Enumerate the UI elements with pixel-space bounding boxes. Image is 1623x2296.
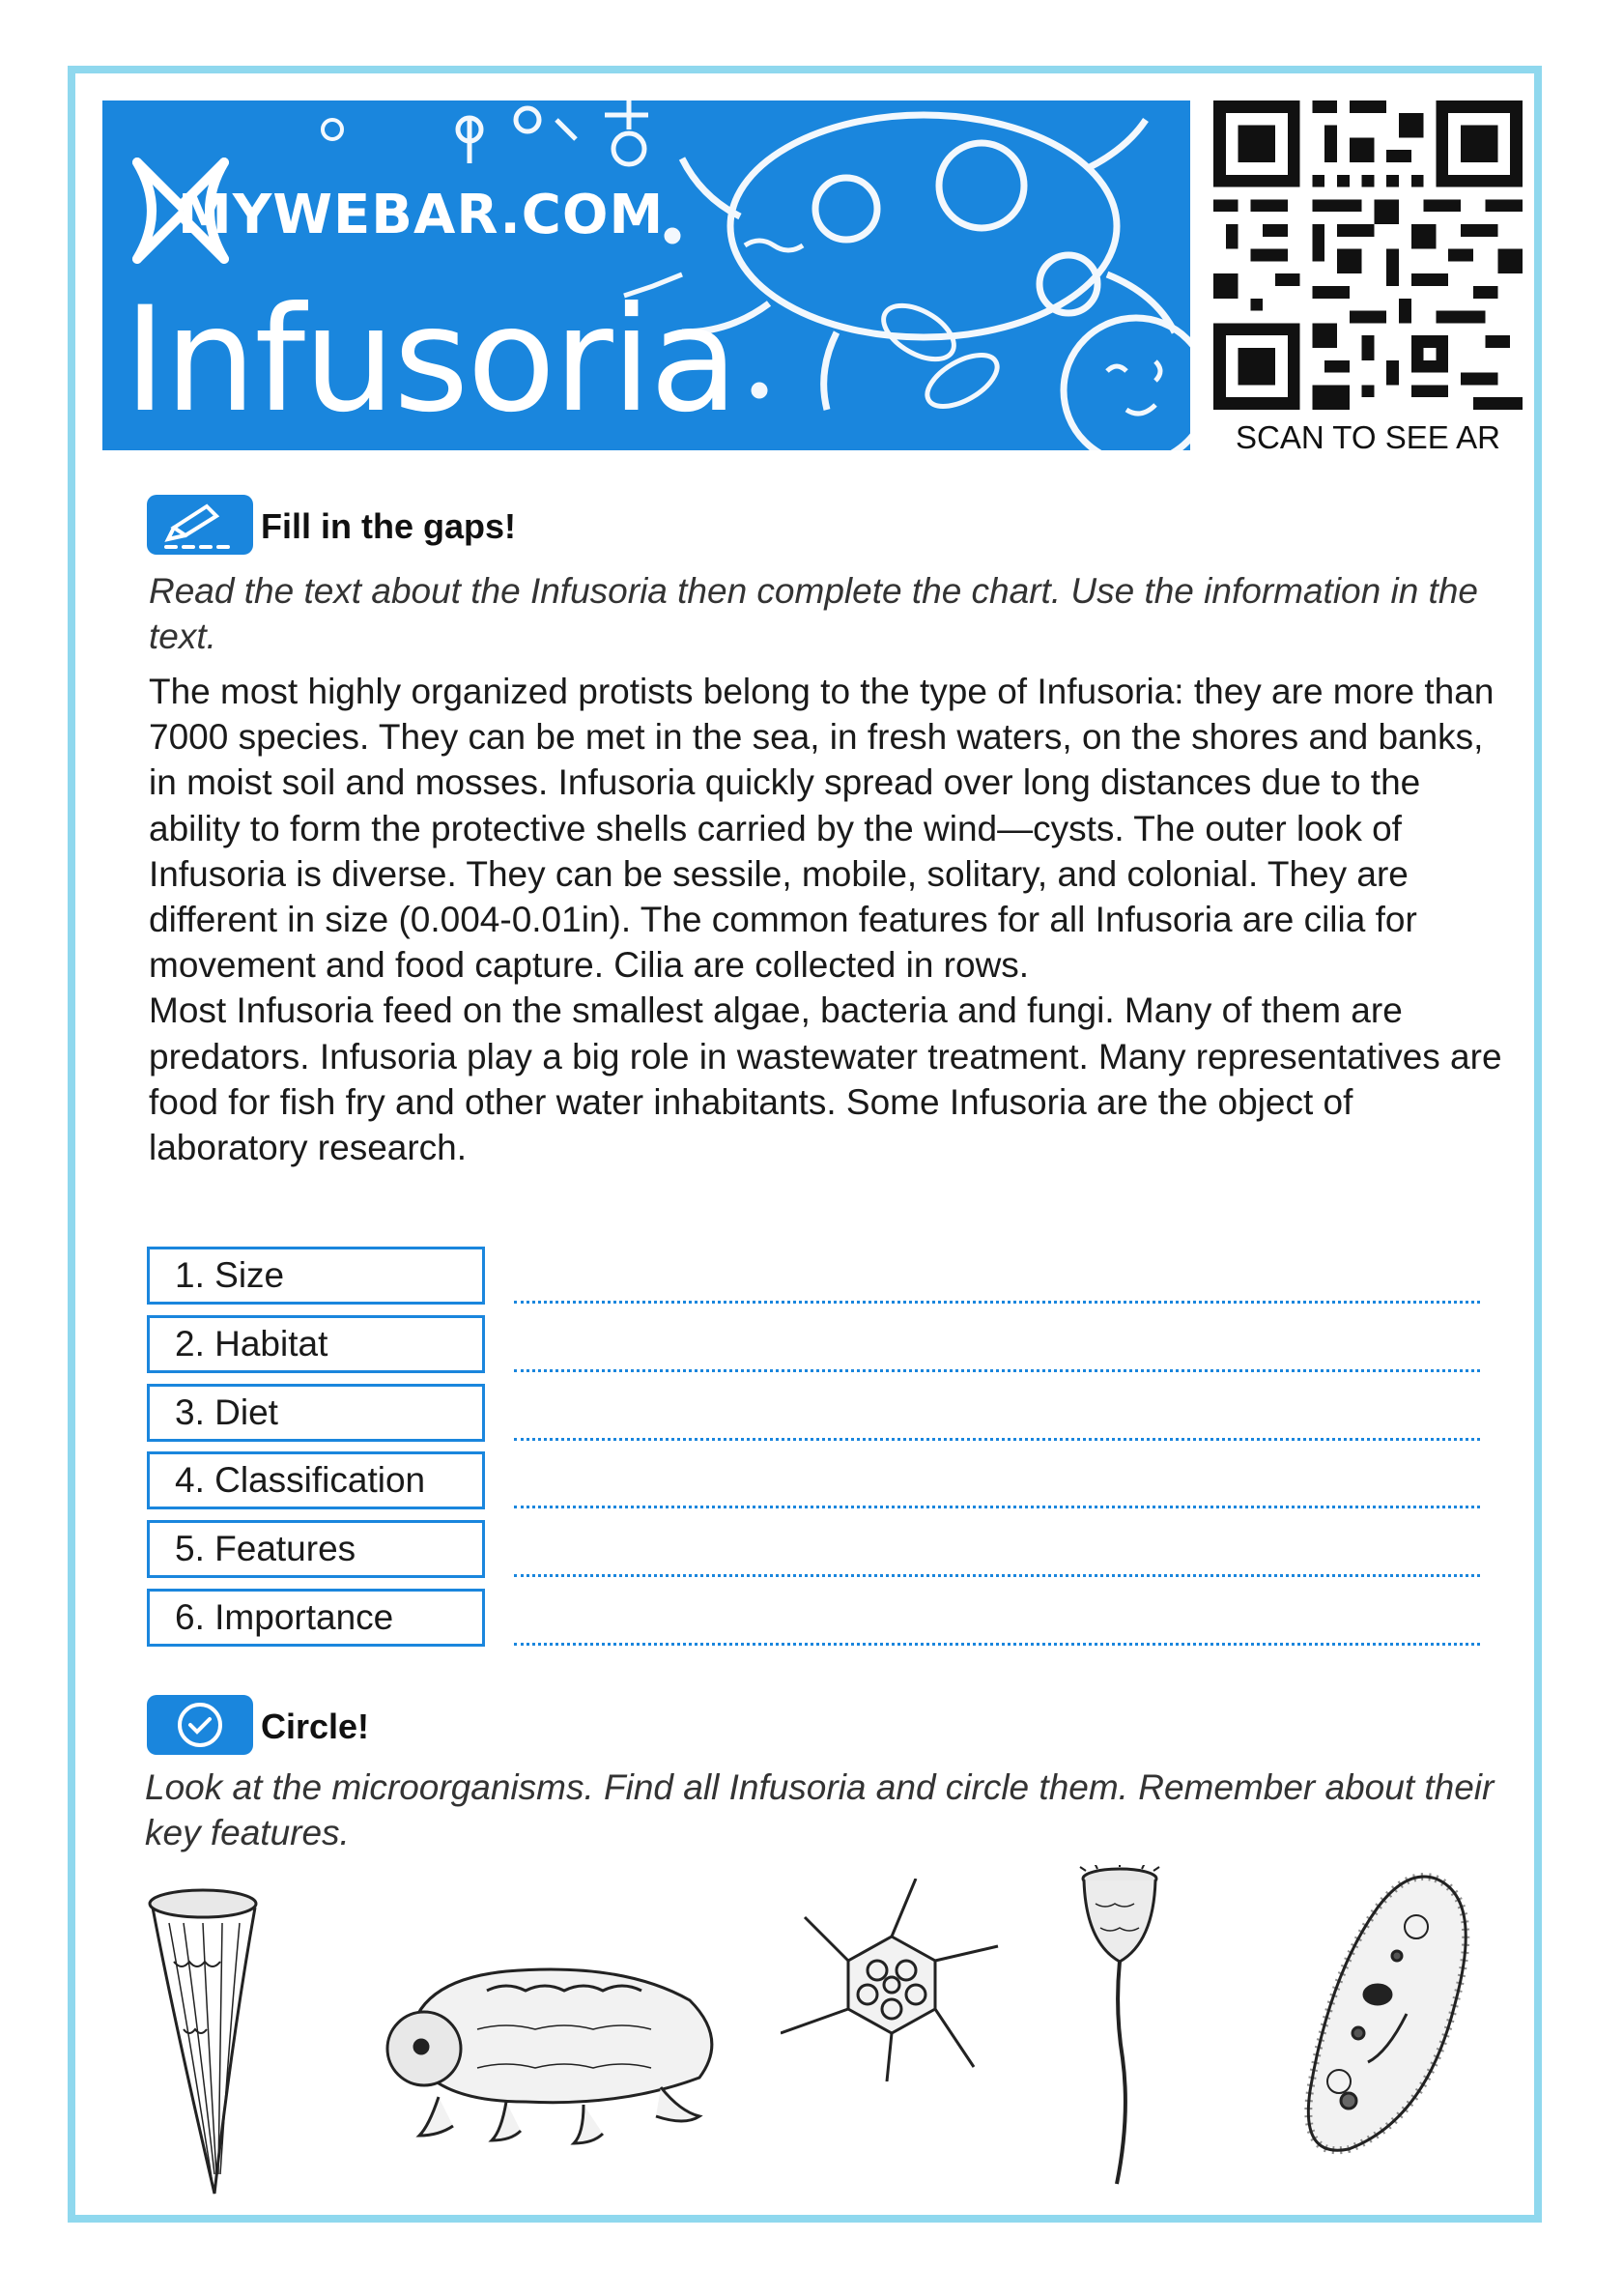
paragraph: Most Infusoria feed on the smallest algae, bacteria and fungi. Many of them are predators. Infusoria play a big role in wastewater treatment. Many representatives are food for fish fry and other water inhabitants. Some Infusoria are the object of laboratory research. [149,990,1502,1168]
chart-row [147,1520,1480,1578]
chart-row [147,1451,1480,1509]
radiolarian-icon[interactable] [781,1879,1003,2081]
chart-label-importance: 6. Importance [147,1589,485,1647]
pencil-icon [147,495,253,555]
chart-row [147,1589,1480,1647]
qr-code-icon[interactable] [1213,100,1523,410]
stentor-icon[interactable] [145,1884,270,2203]
answer-line-importance[interactable] [514,1643,1480,1646]
chart-label-diet: 3. Diet [147,1384,485,1442]
vorticella-icon[interactable] [1076,1865,1163,2194]
chart-row [147,1384,1480,1442]
chart-label-classification: 4. Classification [147,1451,485,1509]
paramecium-icon[interactable] [1291,1859,1484,2168]
section-title-fill-gaps: Fill in the gaps! [261,506,517,546]
checkmark-icon [147,1695,253,1755]
chart-row [147,1315,1480,1373]
section-title-circle: Circle! [261,1707,370,1746]
answer-line-classification[interactable] [514,1506,1480,1508]
answer-line-features[interactable] [514,1574,1480,1577]
paragraph: The most highly organized protists belong to the type of Infusoria: they are more than 7000 species. They can be met in the sea, in fresh waters, on the shores and banks, in moist soil and mosses. Infusoria quickly spread over long distances due to the ability to form the protective shells carried by the wind—cysts. The outer look of Infusoria is diverse. They can be sessile, mobile, solitary, and colonial. They are different in size (0.004-0.01in). The common features for all Infusoria are cilia for movement and food capture. Cilia are collected in rows. [149,672,1495,986]
answer-line-diet[interactable] [514,1438,1480,1441]
chart-label-size: 1. Size [147,1247,485,1305]
answer-line-habitat[interactable] [514,1369,1480,1372]
brand-name[interactable]: MYWEBAR.COM [178,184,665,246]
page-title: Infusoria [124,276,737,445]
qr-caption: SCAN TO SEE AR [1236,419,1500,455]
circle-instructions: Look at the microorganisms. Find all Infusoria and circle them. Remember about their key features. [145,1767,1495,1852]
reading-text [149,669,1511,1170]
chart-label-features: 5. Features [147,1520,485,1578]
chart-row [147,1247,1480,1305]
answer-line-size[interactable] [514,1301,1480,1304]
fill-gaps-instructions: Read the text about the Infusoria then complete the chart. Use the information in the text. [149,571,1478,656]
chart-label-habitat: 2. Habitat [147,1315,485,1373]
tardigrade-icon[interactable] [371,1942,728,2155]
